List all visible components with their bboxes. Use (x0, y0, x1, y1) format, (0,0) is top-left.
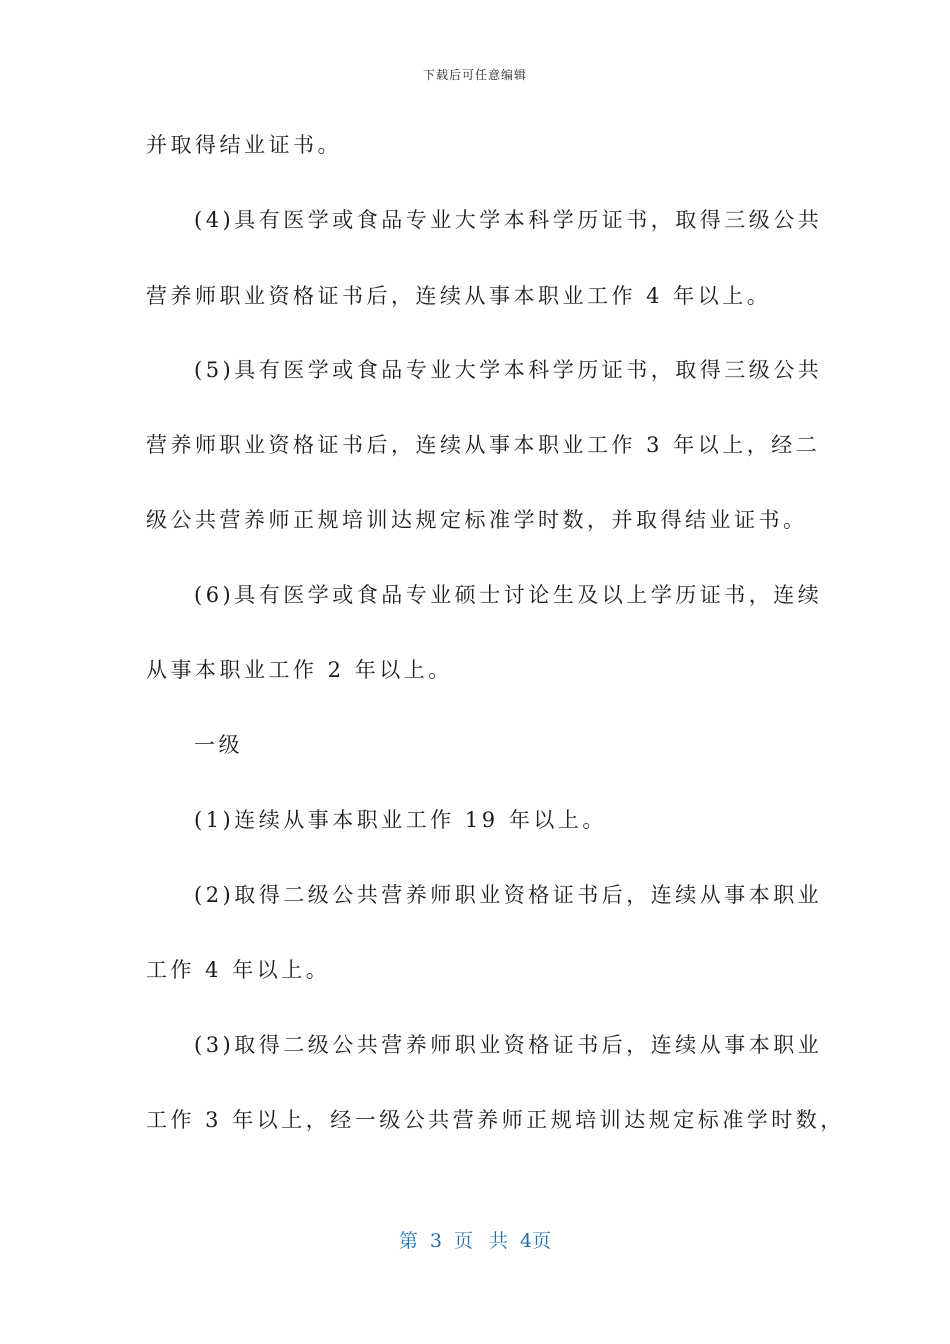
current-page-number: 3 (429, 1230, 442, 1252)
text-line-2: (4)具有医学或食品专业大学本科学历证书，取得三级公共 (194, 208, 823, 232)
total-pages: 4页 (520, 1230, 552, 1252)
page-label-prefix: 第 (398, 1230, 418, 1252)
page-footer (0, 1226, 950, 1253)
text-line-12: 工作 4 年以上。 (146, 958, 331, 982)
page-label-mid: 页 共 (453, 1230, 509, 1252)
text-line-10: (1)连续从事本职业工作 19 年以上。 (194, 808, 607, 832)
text-line-7: (6)具有医学或食品专业硕士讨论生及以上学历证书，连续 (194, 583, 823, 607)
header-note: 下载后可任意编辑 (422, 68, 527, 82)
text-line-14: 工作 3 年以上，经一级公共营养师正规培训达规定标准学时数， (146, 1108, 845, 1132)
text-line-11: (2)取得二级公共营养师职业资格证书后，连续从事本职业 (194, 883, 823, 907)
text-line-5: 营养师职业资格证书后，连续从事本职业工作 3 年以上，经二 (146, 433, 821, 457)
text-line-1: 并取得结业证书。 (146, 133, 342, 157)
text-line-8: 从事本职业工作 2 年以上。 (146, 658, 453, 682)
text-line-3: 营养师职业资格证书后，连续从事本职业工作 4 年以上。 (146, 284, 772, 308)
text-line-4: (5)具有医学或食品专业大学本科学历证书，取得三级公共 (194, 358, 823, 382)
text-line-6: 级公共营养师正规培训达规定标准学时数，并取得结业证书。 (146, 508, 808, 532)
section-heading-level-1: 一级 (194, 733, 243, 757)
text-line-13: (3)取得二级公共营养师职业资格证书后，连续从事本职业 (194, 1033, 823, 1057)
